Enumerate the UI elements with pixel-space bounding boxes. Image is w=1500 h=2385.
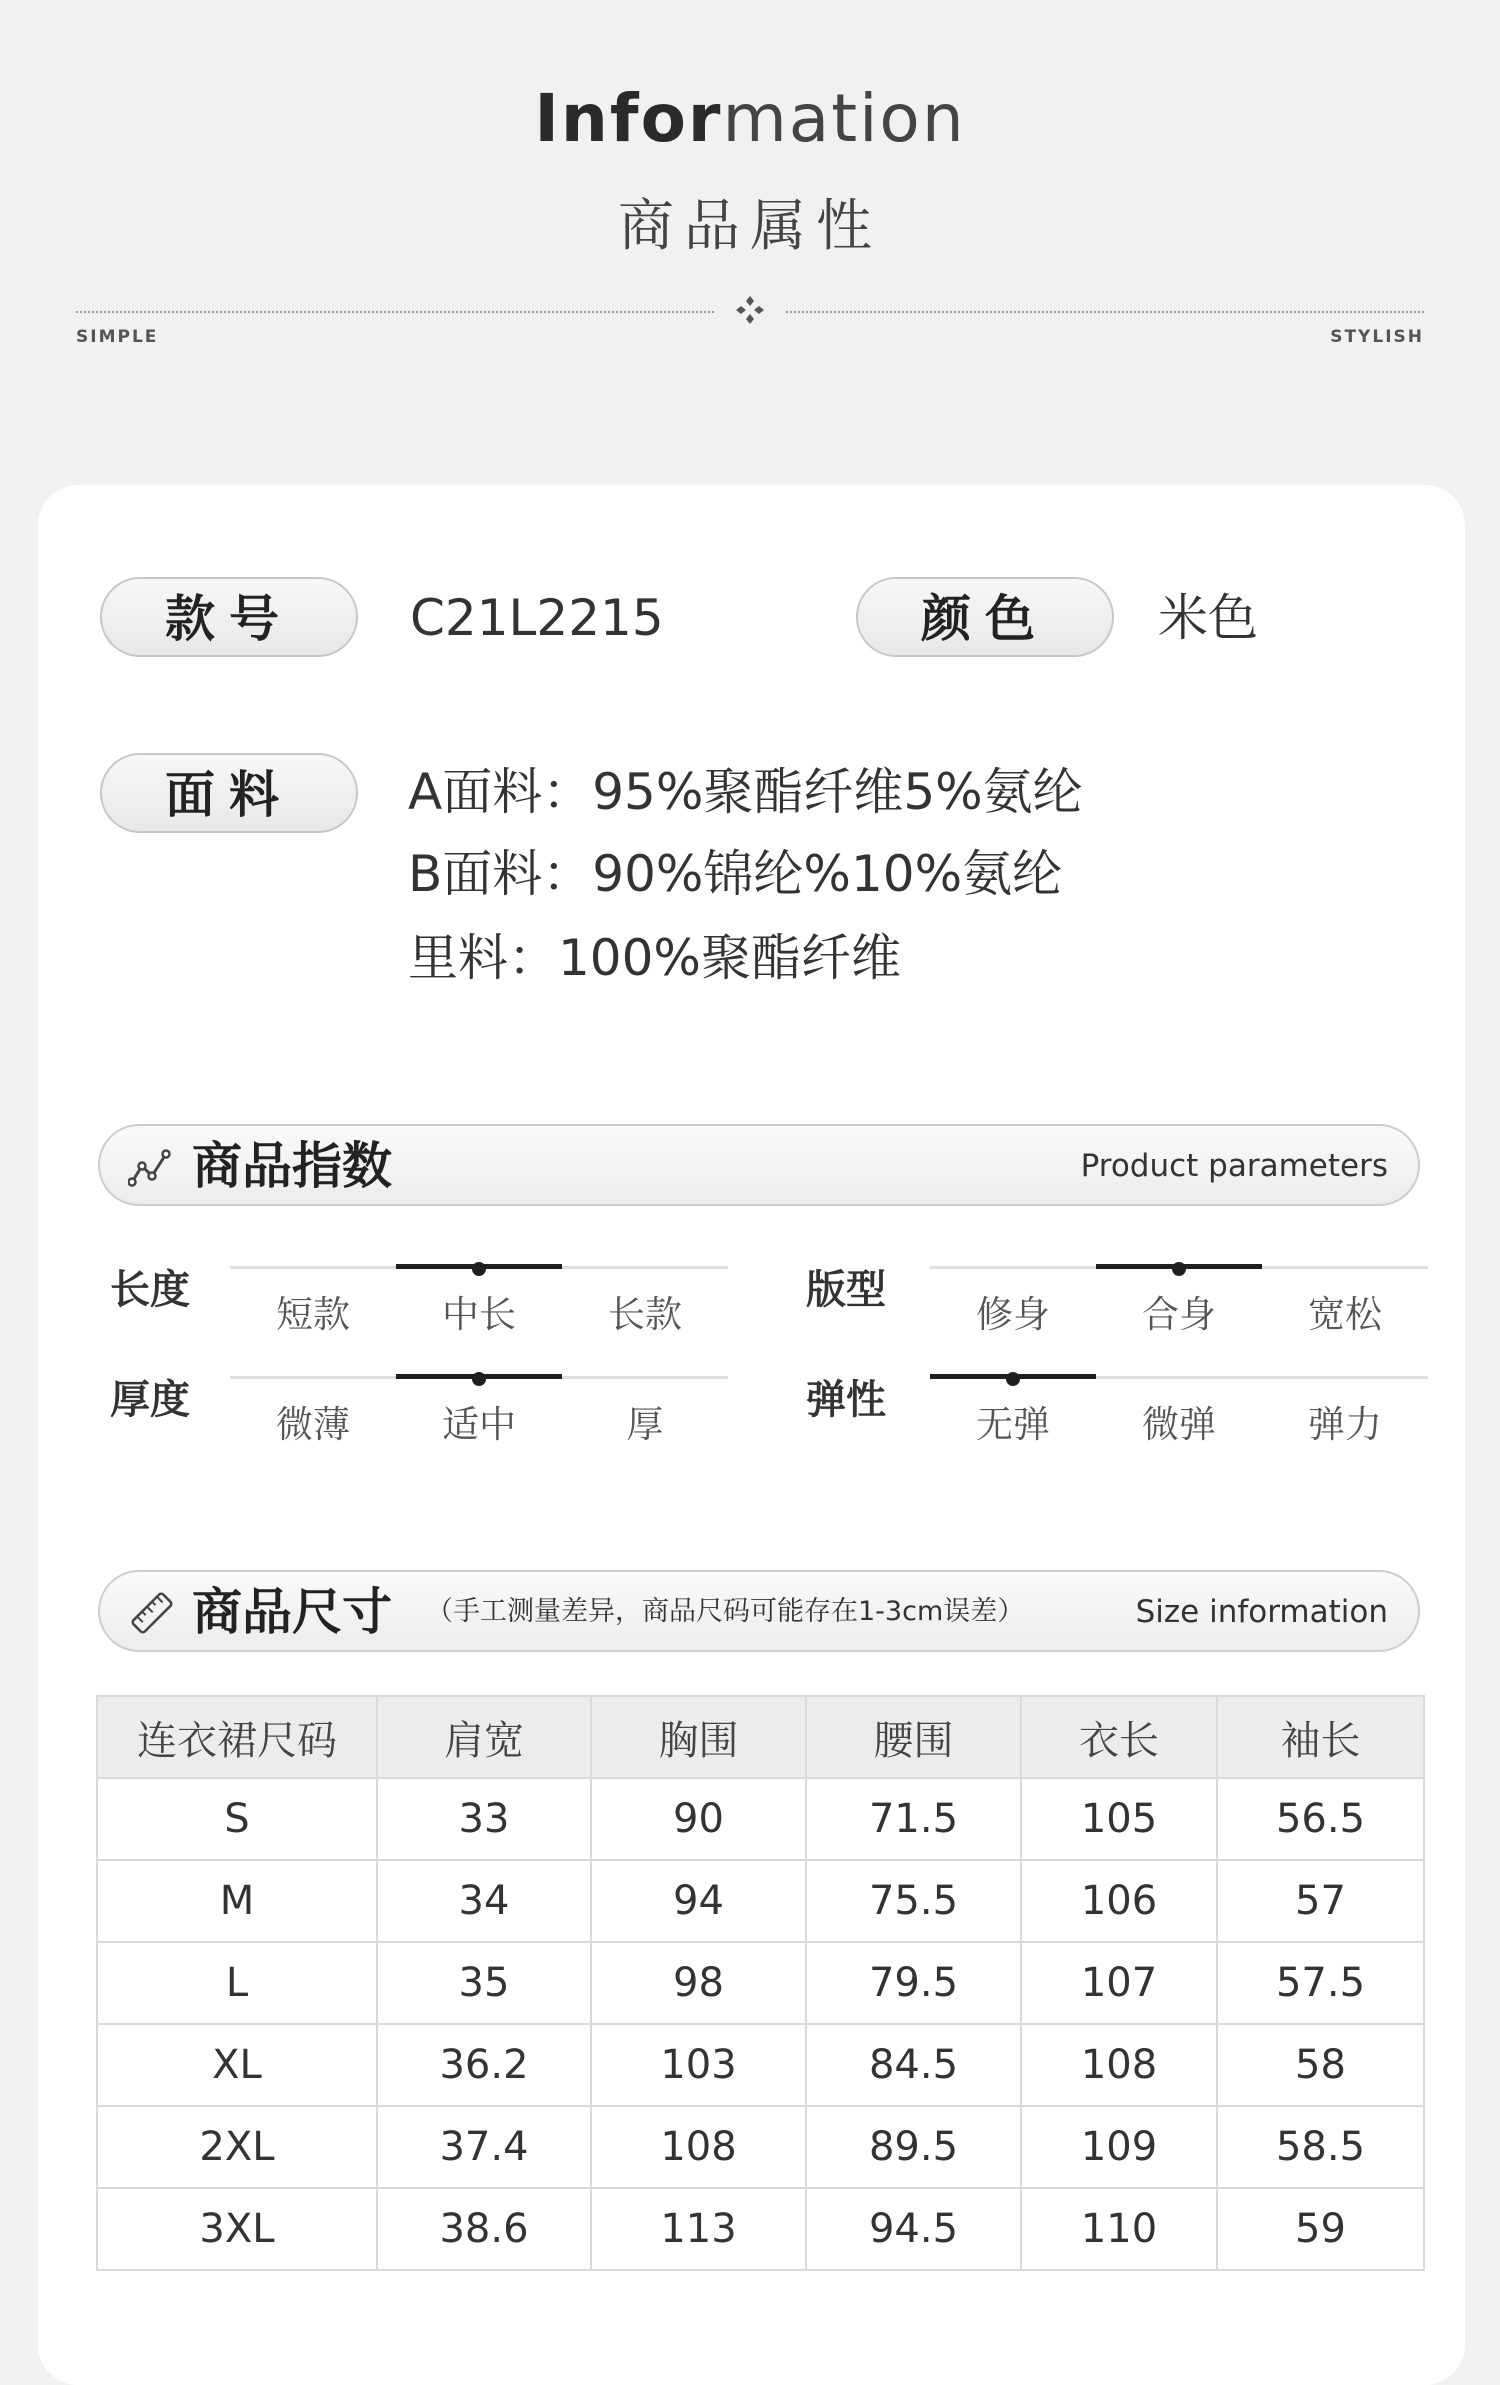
table-cell: 59 bbox=[1217, 2188, 1424, 2270]
table-row bbox=[97, 2024, 1424, 2106]
table-cell: 89.5 bbox=[806, 2106, 1021, 2188]
table-cell: 108 bbox=[1021, 2024, 1217, 2106]
parameters-header bbox=[98, 1124, 1420, 1206]
table-row bbox=[97, 1778, 1424, 1860]
param-option: 短款 bbox=[276, 1293, 350, 1336]
size-header bbox=[98, 1570, 1420, 1652]
table-cell: 35 bbox=[377, 1942, 591, 2024]
param-label: 弹性 bbox=[806, 1377, 886, 1423]
param-dot bbox=[472, 1262, 486, 1276]
table-row bbox=[97, 1860, 1424, 1942]
table-cell: 90 bbox=[591, 1778, 806, 1860]
param-label: 厚度 bbox=[110, 1377, 190, 1423]
title-bold: Infor bbox=[534, 80, 723, 157]
param-option: 中长 bbox=[442, 1293, 516, 1336]
table-row bbox=[97, 1942, 1424, 2024]
size-title: 商品尺寸 bbox=[192, 1583, 392, 1641]
param-option: 宽松 bbox=[1308, 1293, 1382, 1336]
param-option: 微薄 bbox=[276, 1403, 350, 1446]
table-cell: 113 bbox=[591, 2188, 806, 2270]
param-label: 版型 bbox=[806, 1267, 886, 1313]
table-cell: 105 bbox=[1021, 1778, 1217, 1860]
table-cell: 108 bbox=[591, 2106, 806, 2188]
table-cell: 34 bbox=[377, 1860, 591, 1942]
fabric-label: 面料 bbox=[100, 753, 358, 833]
fabric-line: A面料：95%聚酯纤维5%氨纶 bbox=[408, 763, 1083, 821]
table-cell: 75.5 bbox=[806, 1860, 1021, 1942]
table-cell: 79.5 bbox=[806, 1942, 1021, 2024]
style-number-label: 款号 bbox=[100, 577, 358, 657]
table-header-row bbox=[97, 1696, 1424, 1778]
table-cell: M bbox=[97, 1860, 377, 1942]
table-cell: 106 bbox=[1021, 1860, 1217, 1942]
param-dot bbox=[1006, 1372, 1020, 1386]
column-header: 腰围 bbox=[806, 1696, 1021, 1778]
table-cell: 103 bbox=[591, 2024, 806, 2106]
param-option: 弹力 bbox=[1308, 1403, 1382, 1446]
table-cell: 109 bbox=[1021, 2106, 1217, 2188]
tag-simple: SIMPLE bbox=[76, 327, 159, 347]
fabric-line: B面料：90%锦纶%10%氨纶 bbox=[408, 845, 1063, 903]
param-dot bbox=[1172, 1262, 1186, 1276]
column-header: 衣长 bbox=[1021, 1696, 1217, 1778]
table-cell: 94.5 bbox=[806, 2188, 1021, 2270]
table-cell: 58.5 bbox=[1217, 2106, 1424, 2188]
column-header: 连衣裙尺码 bbox=[97, 1696, 377, 1778]
table-cell: 57 bbox=[1217, 1860, 1424, 1942]
table-cell: XL bbox=[97, 2024, 377, 2106]
table-cell: 71.5 bbox=[806, 1778, 1021, 1860]
column-header: 肩宽 bbox=[377, 1696, 591, 1778]
table-cell: 56.5 bbox=[1217, 1778, 1424, 1860]
table-cell: 2XL bbox=[97, 2106, 377, 2188]
four-diamond-ornament-icon bbox=[730, 290, 770, 330]
column-header: 袖长 bbox=[1217, 1696, 1424, 1778]
tag-stylish: STYLISH bbox=[1330, 327, 1424, 347]
title-light: mation bbox=[722, 80, 966, 157]
param-option: 合身 bbox=[1142, 1293, 1216, 1336]
table-cell: L bbox=[97, 1942, 377, 2024]
table-cell: 58 bbox=[1217, 2024, 1424, 2106]
color-label: 颜色 bbox=[856, 577, 1114, 657]
table-cell: 38.6 bbox=[377, 2188, 591, 2270]
parameters-title-en: Product parameters bbox=[1080, 1148, 1388, 1184]
fabric-line: 里料：100%聚酯纤维 bbox=[408, 929, 901, 987]
table-cell: 98 bbox=[591, 1942, 806, 2024]
divider-left bbox=[76, 311, 714, 313]
table-cell: 36.2 bbox=[377, 2024, 591, 2106]
column-header: 胸围 bbox=[591, 1696, 806, 1778]
param-option: 厚 bbox=[626, 1403, 664, 1446]
param-option: 无弹 bbox=[976, 1403, 1050, 1446]
param-dot bbox=[472, 1372, 486, 1386]
table-cell: 107 bbox=[1021, 1942, 1217, 2024]
size-note: （手工测量差异，商品尺码可能存在1-3cm误差） bbox=[426, 1596, 1025, 1627]
divider-right bbox=[786, 311, 1424, 313]
table-cell: 3XL bbox=[97, 2188, 377, 2270]
param-label: 长度 bbox=[110, 1267, 190, 1313]
table-cell: 94 bbox=[591, 1860, 806, 1942]
trend-line-icon bbox=[128, 1146, 172, 1190]
style-number-value: C21L2215 bbox=[410, 589, 664, 647]
size-table bbox=[96, 1695, 1425, 2271]
table-cell: 110 bbox=[1021, 2188, 1217, 2270]
table-cell: 33 bbox=[377, 1778, 591, 1860]
param-option: 修身 bbox=[976, 1293, 1050, 1336]
table-row bbox=[97, 2188, 1424, 2270]
table-row bbox=[97, 2106, 1424, 2188]
parameters-title: 商品指数 bbox=[192, 1137, 392, 1195]
param-option: 长款 bbox=[608, 1293, 682, 1336]
table-cell: 57.5 bbox=[1217, 1942, 1424, 2024]
param-option: 微弹 bbox=[1142, 1403, 1216, 1446]
page-subtitle: 商品属性 bbox=[618, 194, 882, 259]
page-title bbox=[0, 80, 1500, 180]
param-option: 适中 bbox=[442, 1403, 516, 1446]
color-value: 米色 bbox=[1158, 589, 1258, 647]
ruler-icon bbox=[130, 1591, 174, 1635]
table-cell: 84.5 bbox=[806, 2024, 1021, 2106]
size-title-en: Size information bbox=[1135, 1594, 1388, 1630]
table-cell: 37.4 bbox=[377, 2106, 591, 2188]
table-cell: S bbox=[97, 1778, 377, 1860]
